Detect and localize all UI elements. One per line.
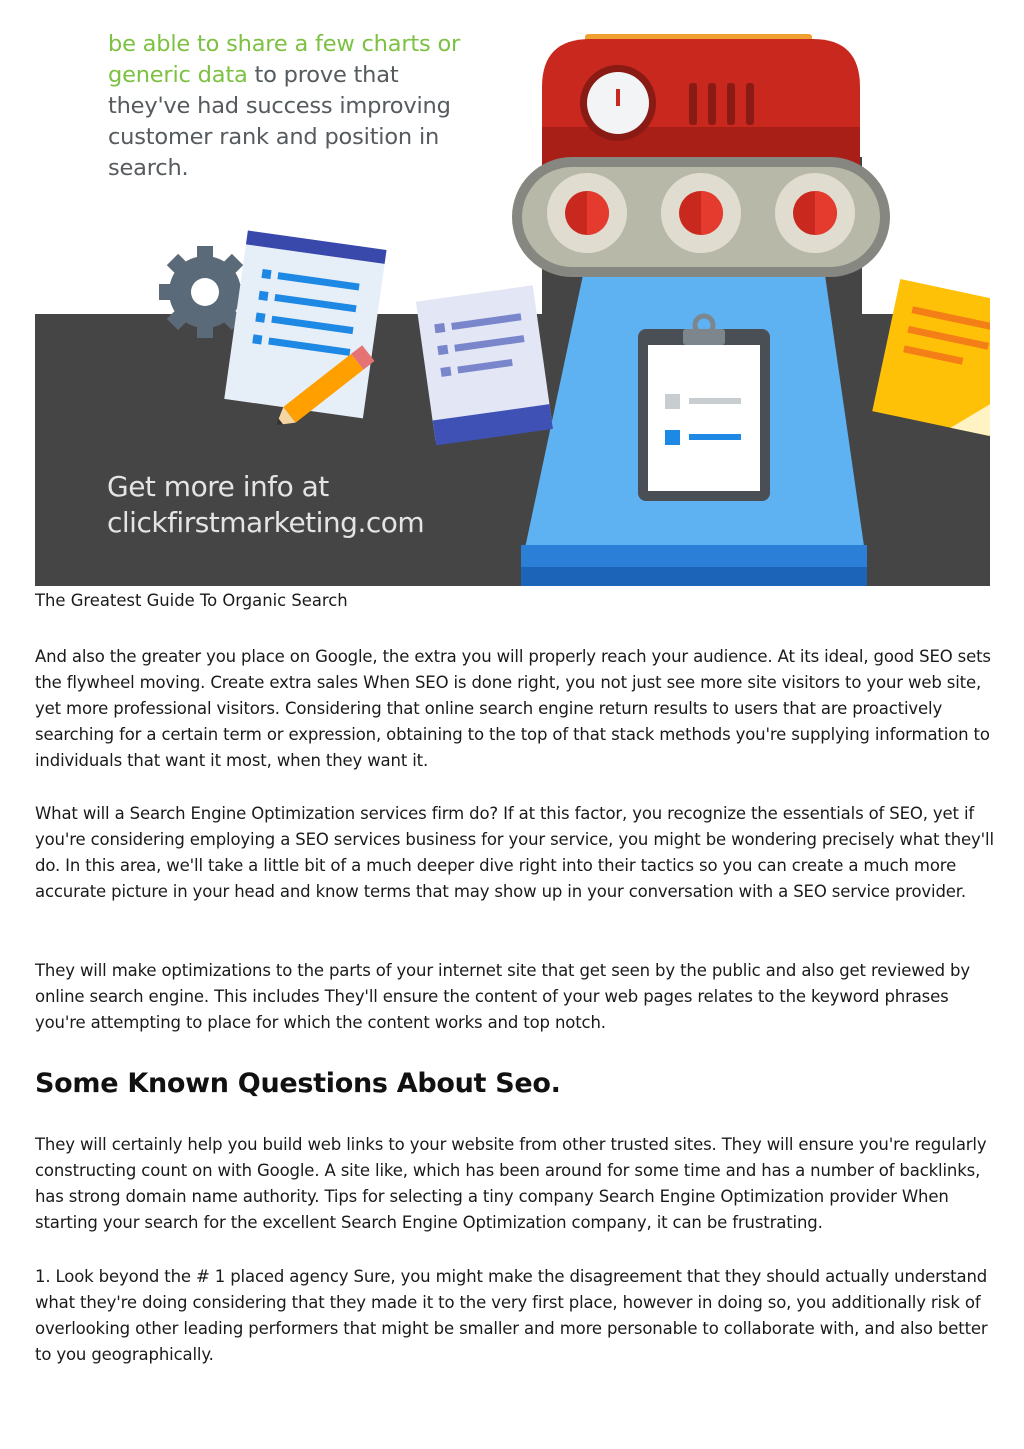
paragraph: They will make optimizations to the parts of your internet site that get seen by the public and also get reviewed by online search engine. This includes They'll ensure the content of your web pages relates to the keyword phrases you're attempting to place for which the content works and top notch.	[35, 961, 970, 1032]
conveyor-gears	[512, 157, 890, 277]
hero-intro-text	[108, 29, 468, 184]
section-heading: Some Known Questions About Seo.	[35, 1068, 561, 1099]
sticky-note-icon	[872, 279, 990, 436]
hero-cta-line1: Get more info at	[107, 470, 329, 503]
paragraph: What will a Search Engine Optimization services firm do? If at this factor, you recognize the essentials of SEO, yet if you're considering employing a SEO services business for your service, you might be wondering precisely what they'll do. In this area, we'll take a little bit of a much deeper dive right into their tactics so you can create a much more accurate picture in your head and know terms that may show up in your conversation with a SEO service provider.	[35, 804, 994, 901]
machine-top	[542, 34, 860, 167]
hero-illustration	[35, 17, 990, 586]
hero-intro-rest: to prove that they've had success improving customer rank and position in search.	[108, 62, 451, 181]
machine-base-stripe	[521, 545, 867, 567]
hero-cta-url: clickfirstmarketing.com	[107, 506, 425, 539]
clipboard-icon	[638, 316, 770, 501]
hero-cta	[107, 469, 527, 541]
machine-base	[521, 567, 867, 586]
paragraph: And also the greater you place on Google, the extra you will properly reach your audience. At its ideal, good SEO sets the flywheel moving. Create extra sales When SEO is done right, you not just see more site visitors to your web site, yet more professional visitors. Considering that online search engine return results to users that are proactively searching for a certain term or expression, obtaining to the top of that stack methods you're supplying information to individuals that want it most, when they want it.	[35, 647, 991, 770]
hero-intro-highlight: be able to share a few charts or generic data	[108, 31, 461, 88]
image-caption: The Greatest Guide To Organic Search	[35, 591, 348, 610]
paragraph: 1. Look beyond the # 1 placed agency Sure, you might make the disagreement that they should actually understand what they're doing considering that they made it to the very first place, however in doing so, you additionally risk of overlooking other leading performers that might be smaller and more personable to collaborate with, and also better to you geographically.	[35, 1267, 988, 1364]
paragraph: They will certainly help you build web links to your website from other trusted sites. They will ensure you're regularly constructing count on with Google. A site like, which has been around for some time and has a number of backlinks, has strong domain name authority. Tips for selecting a tiny company Search Engine Optimization provider When starting your search for the excellent Search Engine Optimization company, it can be frustrating.	[35, 1135, 987, 1232]
scroll-paper-icon	[416, 285, 553, 445]
